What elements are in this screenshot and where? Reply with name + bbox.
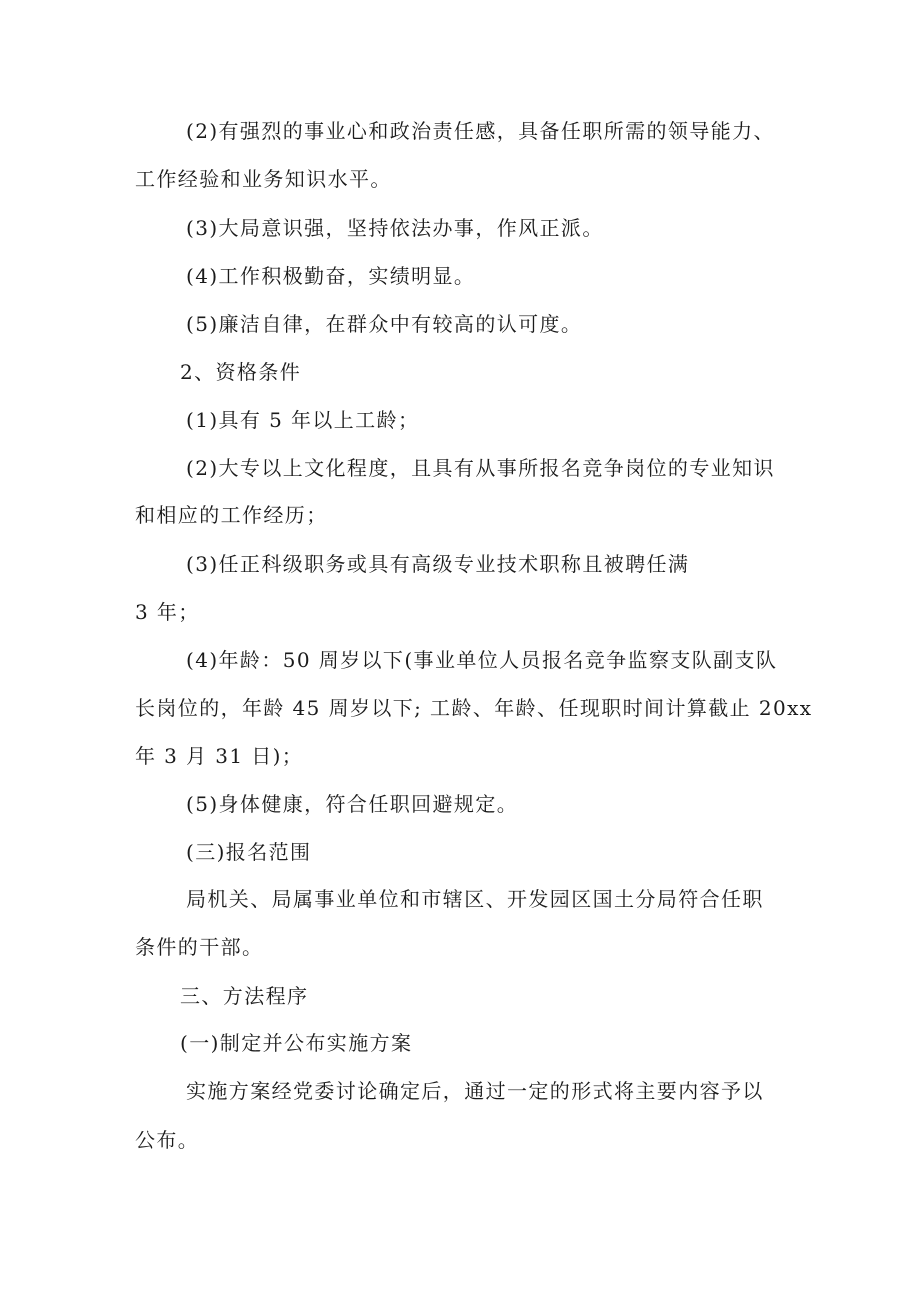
text-line: (2)大专以上文化程度，且具有从事所报名竞争岗位的专业知识 — [186, 456, 775, 480]
text-line: 实施方案经党委讨论确定后，通过一定的形式将主要内容予以 — [186, 1079, 764, 1103]
text-line: 公布。 — [135, 1128, 200, 1152]
text-line: (3)大局意识强，坚持依法办事，作风正派。 — [186, 216, 604, 240]
text-line: (4)工作积极勤奋，实绩明显。 — [186, 264, 476, 288]
text-line: (1)具有 5 年以上工龄； — [186, 408, 420, 432]
text-line: (3)任正科级职务或具有高级专业技术职称且被聘任满 — [186, 552, 690, 576]
section-heading: 2、资格条件 — [180, 360, 302, 384]
section-heading: (三)报名范围 — [186, 840, 312, 864]
section-heading: (一)制定并公布实施方案 — [180, 1031, 413, 1055]
text-line: 年 3 月 31 日)； — [135, 744, 304, 768]
text-line: (5)身体健康，符合任职回避规定。 — [186, 792, 519, 816]
text-line: (4)年龄：50 周岁以下(事业单位人员报名竞争监察支队副支队 — [186, 648, 778, 672]
text-line: 和相应的工作经历； — [135, 503, 328, 527]
text-line: 3 年； — [135, 600, 200, 624]
section-heading: 三、方法程序 — [180, 984, 309, 1008]
text-line: 局机关、局属事业单位和市辖区、开发园区国土分局符合任职 — [186, 887, 764, 911]
text-line: 工作经验和业务知识水平。 — [135, 167, 392, 191]
text-line: (2)有强烈的事业心和政治责任感，具备任职所需的领导能力、 — [186, 119, 775, 143]
text-line: 条件的干部。 — [135, 935, 264, 959]
text-line: (5)廉洁自律，在群众中有较高的认可度。 — [186, 312, 583, 336]
text-line: 长岗位的，年龄 45 周岁以下; 工龄、年龄、任现职时间计算截止 20xx — [135, 696, 813, 720]
